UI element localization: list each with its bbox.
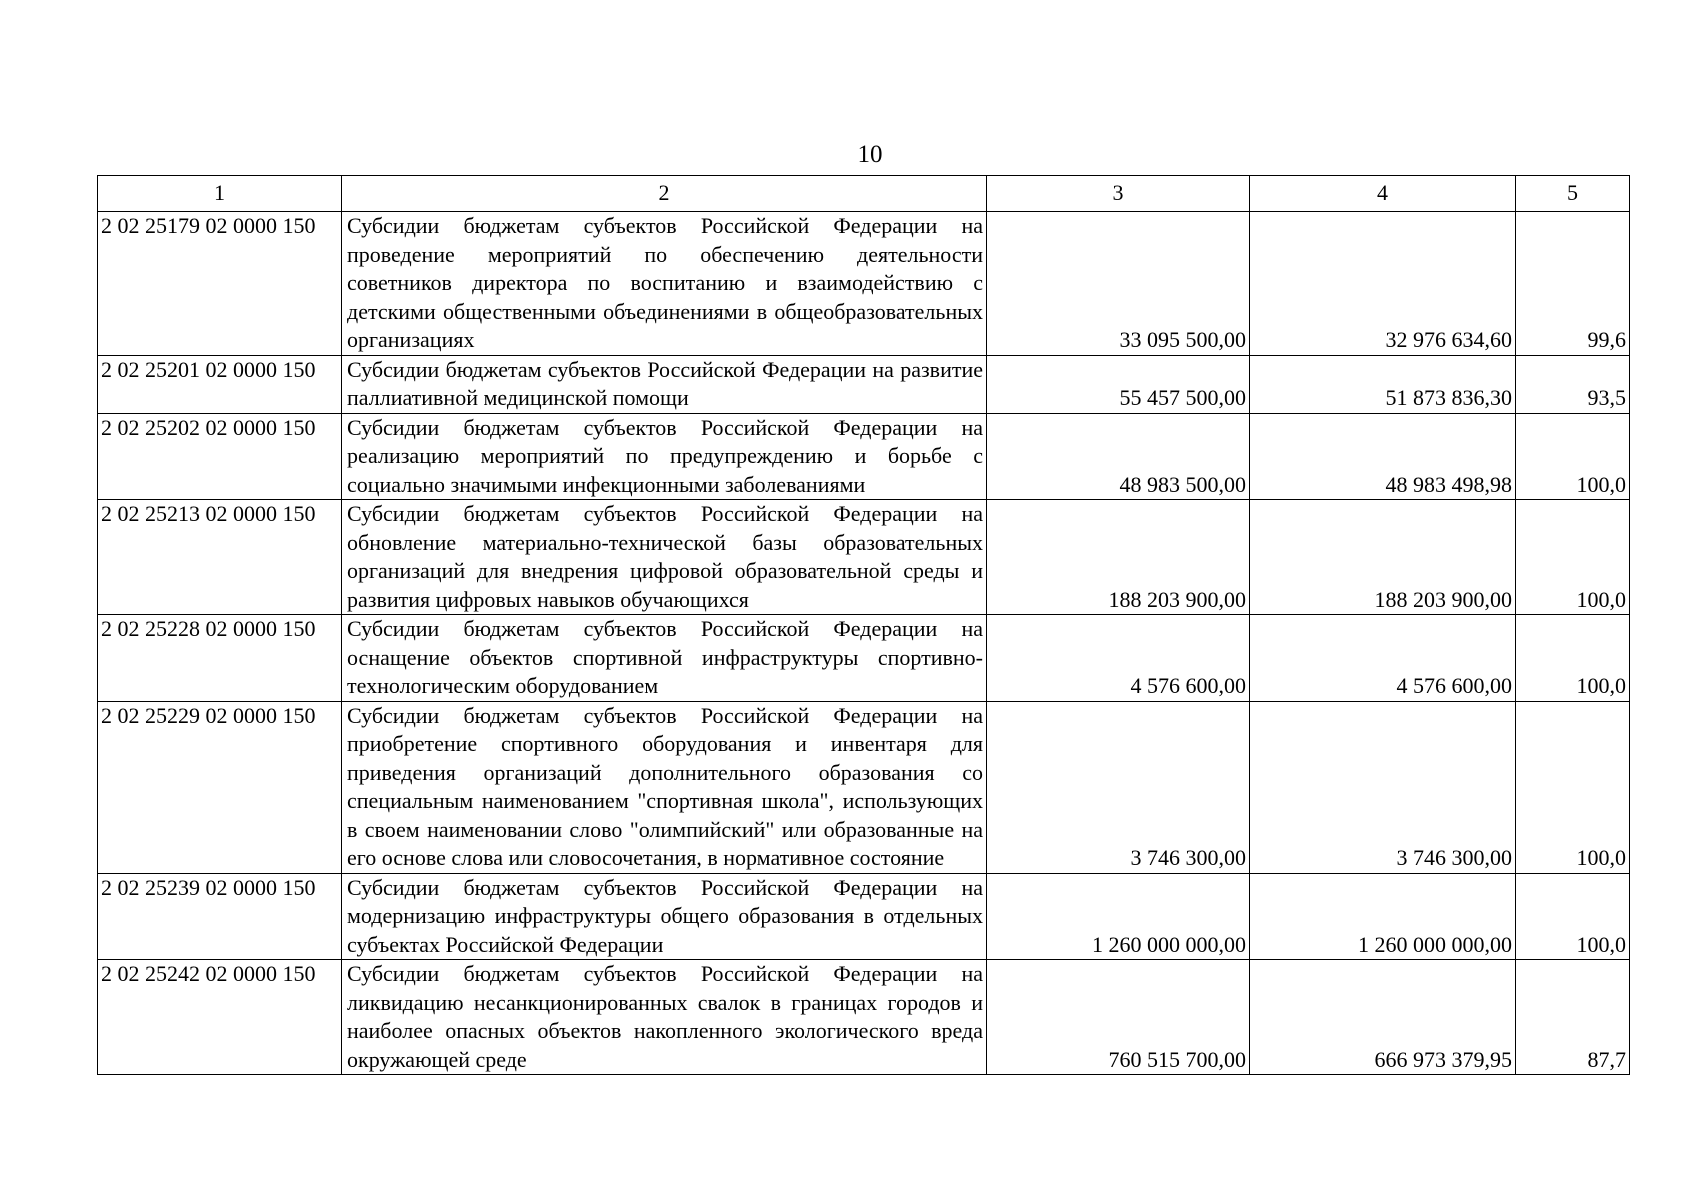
- execution-percent: 87,7: [1516, 960, 1630, 1075]
- table-row: [98, 960, 1630, 1075]
- table-row: [98, 701, 1630, 873]
- subsidy-description: Субсидии бюджетам субъектов Российской Федерации на обновление материально-технической базы образовательных организаций для внедрения цифровой образовательной среды и развития цифровых навыков обучающихся: [342, 500, 987, 615]
- subsidy-description: Субсидии бюджетам субъектов Российской Федерации на развитие паллиативной медицинской помощи: [342, 355, 987, 413]
- executed-amount: 32 976 634,60: [1250, 212, 1516, 356]
- column-header: 3: [987, 176, 1250, 212]
- page-number: 10: [857, 141, 883, 168]
- budget-code: 2 02 25179 02 0000 150: [98, 212, 342, 356]
- planned-amount: 48 983 500,00: [987, 413, 1250, 500]
- execution-percent: 100,0: [1516, 873, 1630, 960]
- table-row: [98, 212, 1630, 356]
- budget-code: 2 02 25229 02 0000 150: [98, 701, 342, 873]
- planned-amount: 1 260 000 000,00: [987, 873, 1250, 960]
- execution-percent: 100,0: [1516, 500, 1630, 615]
- column-header: 5: [1516, 176, 1630, 212]
- executed-amount: 48 983 498,98: [1250, 413, 1516, 500]
- execution-percent: 100,0: [1516, 615, 1630, 702]
- planned-amount: 55 457 500,00: [987, 355, 1250, 413]
- planned-amount: 33 095 500,00: [987, 212, 1250, 356]
- planned-amount: 4 576 600,00: [987, 615, 1250, 702]
- execution-percent: 93,5: [1516, 355, 1630, 413]
- executed-amount: 666 973 379,95: [1250, 960, 1516, 1075]
- table-row: [98, 355, 1630, 413]
- budget-code: 2 02 25202 02 0000 150: [98, 413, 342, 500]
- table-row: [98, 615, 1630, 702]
- subsidy-description: Субсидии бюджетам субъектов Российской Федерации на модернизацию инфраструктуры общего образования в отдельных субъектах Российской Федерации: [342, 873, 987, 960]
- column-header: 4: [1250, 176, 1516, 212]
- executed-amount: 4 576 600,00: [1250, 615, 1516, 702]
- table-row: [98, 873, 1630, 960]
- executed-amount: 51 873 836,30: [1250, 355, 1516, 413]
- planned-amount: 3 746 300,00: [987, 701, 1250, 873]
- planned-amount: 188 203 900,00: [987, 500, 1250, 615]
- column-number-row: [98, 176, 1630, 212]
- column-header: 1: [98, 176, 342, 212]
- planned-amount: 760 515 700,00: [987, 960, 1250, 1075]
- budget-code: 2 02 25239 02 0000 150: [98, 873, 342, 960]
- subsidy-description: Субсидии бюджетам субъектов Российской Федерации на оснащение объектов спортивной инфраструктуры спортивно-технологическим оборудованием: [342, 615, 987, 702]
- execution-percent: 99,6: [1516, 212, 1630, 356]
- executed-amount: 3 746 300,00: [1250, 701, 1516, 873]
- budget-code: 2 02 25201 02 0000 150: [98, 355, 342, 413]
- executed-amount: 1 260 000 000,00: [1250, 873, 1516, 960]
- execution-percent: 100,0: [1516, 413, 1630, 500]
- budget-code: 2 02 25213 02 0000 150: [98, 500, 342, 615]
- budget-code: 2 02 25228 02 0000 150: [98, 615, 342, 702]
- subsidy-description: Субсидии бюджетам субъектов Российской Федерации на приобретение спортивного оборудования и инвентаря для приведения организаций дополнительного образования со специальным наименованием "спортивная школа", использующих в своем наименовании слово "олимпийский" или образованные на его основе слова или словосочетания, в нормативное состояние: [342, 701, 987, 873]
- table-row: [98, 500, 1630, 615]
- execution-percent: 100,0: [1516, 701, 1630, 873]
- executed-amount: 188 203 900,00: [1250, 500, 1516, 615]
- subsidy-description: Субсидии бюджетам субъектов Российской Федерации на проведение мероприятий по обеспечению деятельности советников директора по воспитанию и взаимодействию с детскими общественными объединениями в общеобразовательных организациях: [342, 212, 987, 356]
- subsidy-description: Субсидии бюджетам субъектов Российской Федерации на ликвидацию несанкционированных свалок в границах городов и наиболее опасных объектов накопленного экологического вреда окружающей среде: [342, 960, 987, 1075]
- budget-code: 2 02 25242 02 0000 150: [98, 960, 342, 1075]
- table-row: [98, 413, 1630, 500]
- column-header: 2: [342, 176, 987, 212]
- subsidy-description: Субсидии бюджетам субъектов Российской Федерации на реализацию мероприятий по предупреждению и борьбе с социально значимыми инфекционными заболеваниями: [342, 413, 987, 500]
- budget-table: [97, 175, 1630, 1075]
